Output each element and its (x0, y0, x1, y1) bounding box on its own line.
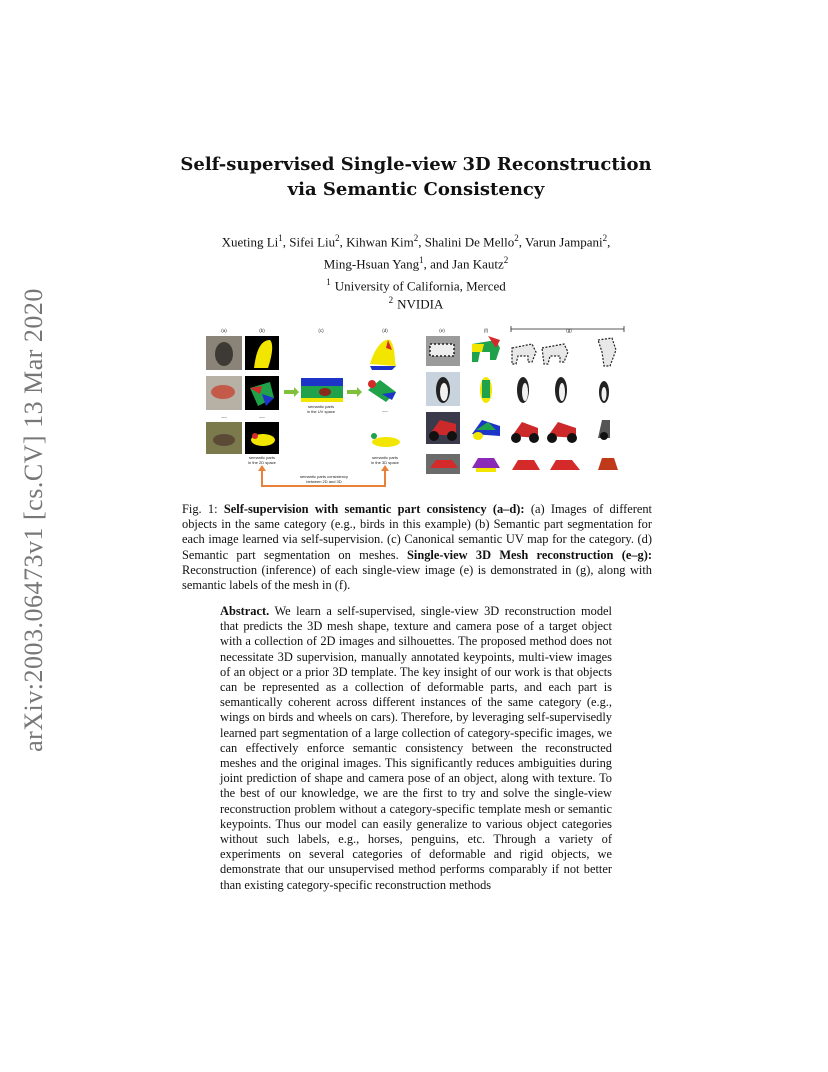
author-name: Varun Jampani (525, 234, 603, 250)
reconstructions (511, 338, 618, 470)
author-affiliation: 2 (335, 233, 340, 243)
abstract-text: We learn a self-supervised, single-view 3D reconstruction model that predicts the 3D mesh shape, texture and camera pose of a target object with a collection of 2D images and silhouettes. The proposed method does not necessitate 3D supervision, manually annotated keypoints, multi-view images of an object or a prior 3D template. The key insight of our work is that objects can be represented as a collection of deformable parts, and each part is semantically coherent across different instances of the same category (e.g., wings on birds and wheels on cars). Therefore, by leveraging self-supervisedly learned part segmentation of a large collection of category-specific images, we can effectively enforce semantic consistency between the reconstructed meshes and the original images. This significantly reduces ambiguities during joint prediction of shape and camera pose of an object, along with texture. To the best of our knowledge, we are the first to try and solve the single-view reconstruction problem without a category-specific template mesh or semantic keypoints. Thus our model can easily generalize to various object categories without such labels, e.g., horses, penguins, etc. Through a variety of experiments on several categories of deformable and rigid objects, we demonstrate that our unsupervised method performs comparably if not better than existing category-specific reconstruction methods (220, 604, 612, 892)
paper-title (180, 152, 652, 202)
uv-map (301, 378, 343, 402)
consistency-label-line1: semantic parts consistency (299, 474, 349, 479)
col-label-e: (e) (439, 328, 445, 333)
title-line-2: via Semantic Consistency (287, 179, 545, 200)
affiliation-name: University of California, Merced (334, 278, 506, 294)
author-list: Xueting Li$^1$, Sifei Liu$^2$, Kihwan Kim$^2$, Shalini De Mello$^2$, Varun Jampani$^2$, Ming-Hsuan Yang$^1$, and Jan Kautz$^2$ (221, 233, 611, 272)
author-name: Xueting Li (221, 234, 279, 250)
part-segmentation-2d (245, 336, 279, 454)
col-label-b: (b) (259, 328, 265, 333)
figure-1 (200, 322, 630, 494)
parts-2d-label-line2: in the 2D space (248, 460, 276, 465)
caption-bold-1: Self-supervision with semantic part consistency (a–d): (223, 502, 525, 516)
col-label-f: (f) (483, 328, 489, 333)
title-line-1: Self-supervised Single-view 3D Reconstruction (180, 154, 652, 175)
bird-photos (206, 336, 242, 454)
author-affiliation: 1 (419, 255, 424, 266)
consistency-arrowhead-left (258, 465, 266, 471)
author-affiliation: 2 (503, 255, 509, 266)
caption-text-2: Reconstruction (inference) of each single-view image (e) is demonstrated in (g), along with semantic labels of the mesh in (f). (182, 562, 652, 593)
author-affiliation: 2 (514, 233, 519, 243)
caption-text-1: (a) Images of different objects in the same category (e.g., birds in this example) (b) Semantic part segmentation for each image learned via self-supervision. (c) Canonical semantic UV map for the category. (d) Semantic part segmentation on meshes. (182, 502, 652, 562)
parts-3d-label-line2: in the 3D space (371, 460, 399, 465)
consistency-arrowhead-right (381, 465, 389, 471)
input-photos (426, 336, 460, 474)
affiliation-name: NVIDIA (397, 296, 444, 312)
col-label-d: (d) (382, 328, 388, 333)
abstract-label: Abstract. (220, 604, 270, 618)
caption-prefix: Fig. 1: (182, 502, 224, 516)
arxiv-id-text: arXiv:2003.06473v1 [cs.CV] 13 Mar 2020 (19, 288, 48, 752)
affiliation-number: 2 (388, 295, 394, 306)
col-label-a: (a) (221, 328, 227, 333)
abstract (220, 604, 612, 893)
col-label-g: (g) (566, 328, 572, 333)
parts-2d-label-line1: semantic parts (248, 455, 276, 460)
author-name: Shalini De Mello (424, 234, 515, 250)
author-name: Sifei Liu (289, 234, 336, 250)
consistency-label-line2: between 2D and 3D (306, 479, 342, 484)
figure-caption (182, 502, 652, 593)
author-name: Jan Kautz (452, 256, 504, 272)
mesh-semantic-labels (472, 336, 500, 472)
uv-label-line1: semantic parts (307, 404, 335, 409)
arrow-to-mesh (347, 387, 362, 397)
arrow-to-uv (284, 387, 299, 397)
author-affiliation: 2 (413, 233, 419, 243)
arxiv-identifier (18, 290, 50, 750)
parts-3d-label-line1: semantic parts (371, 455, 399, 460)
ellipsis-b: ... (259, 413, 265, 420)
affiliations (180, 275, 652, 312)
uv-label-line2: in the UV space (306, 409, 336, 414)
ellipsis-a: ... (221, 413, 227, 420)
mesh-parts-3d (368, 340, 400, 447)
ellipsis-d: ... (382, 407, 388, 414)
caption-bold-2: Single-view 3D Mesh reconstruction (e–g): (406, 547, 652, 562)
affiliation-number: 1 (326, 277, 331, 287)
author-name: Ming-Hsuan Yang (323, 256, 420, 272)
author-affiliation: 2 (602, 233, 608, 243)
author-conjunction: and (430, 256, 449, 272)
author-affiliation: 1 (278, 233, 283, 243)
author-name: Kihwan Kim (346, 234, 414, 250)
col-label-c: (c) (318, 328, 324, 333)
